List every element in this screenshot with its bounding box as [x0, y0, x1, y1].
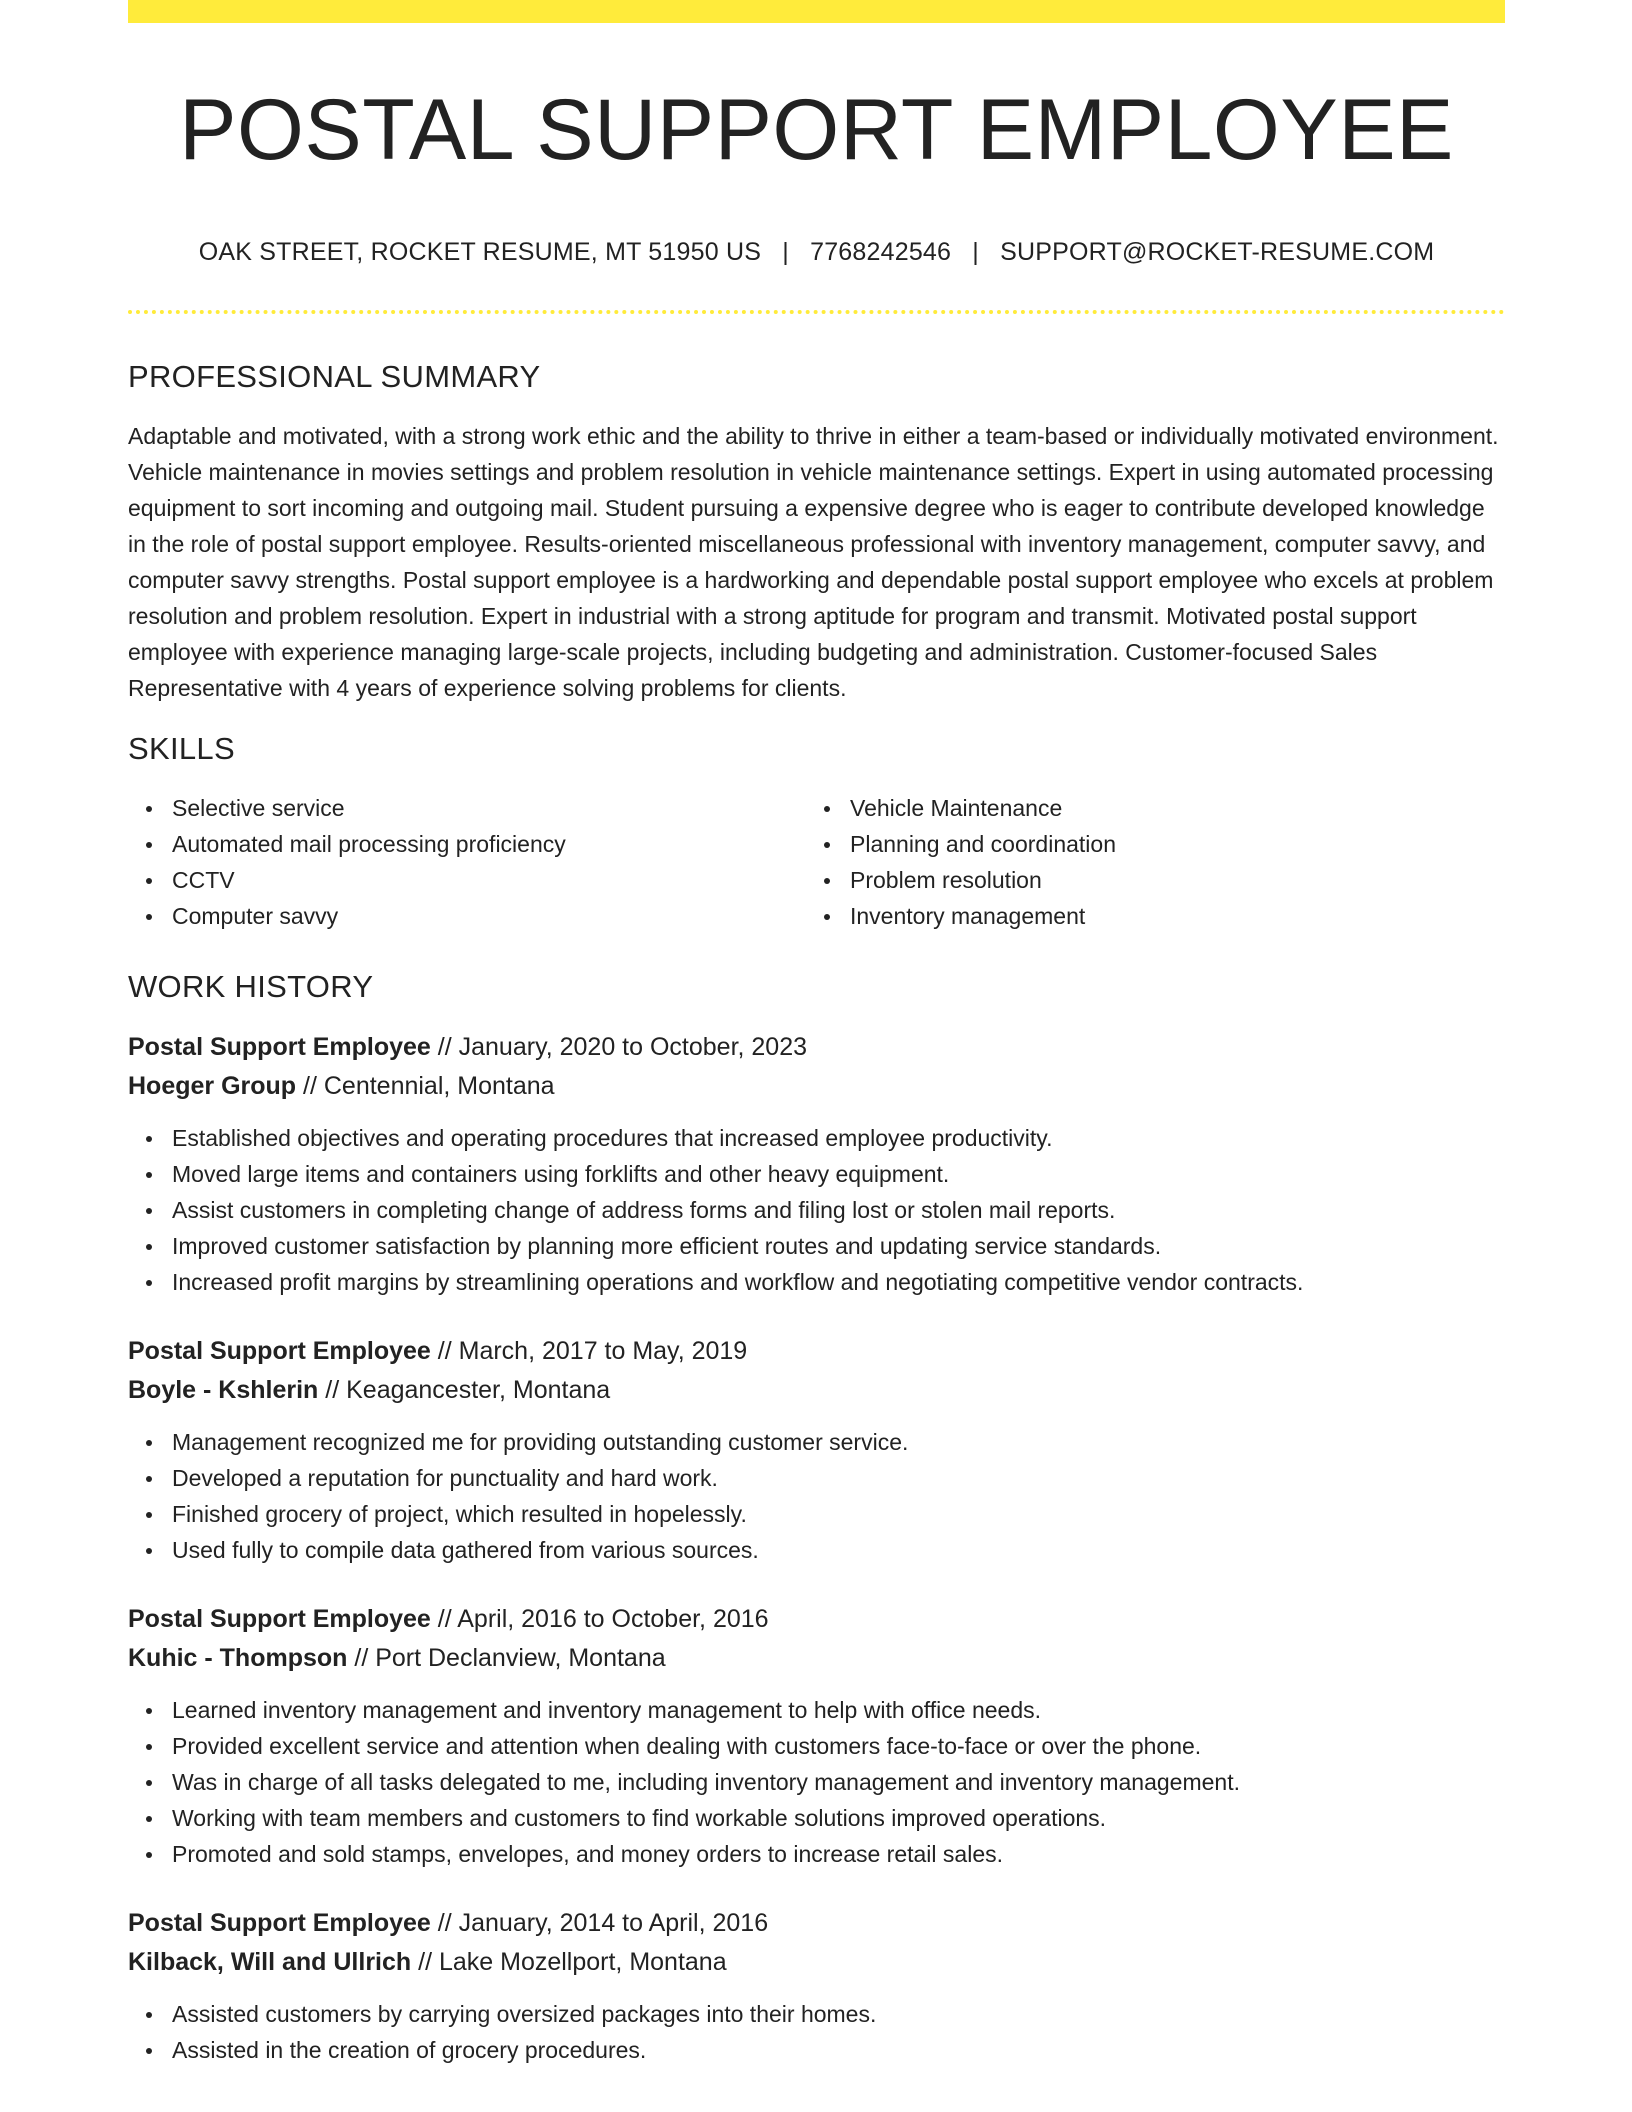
skill-item: Problem resolution: [850, 862, 1484, 898]
skills-column-right: [806, 790, 1484, 934]
job-location: // Centennial, Montana: [296, 1072, 555, 1100]
job-bullet: Developed a reputation for punctuality and hard work.: [172, 1460, 1505, 1496]
job-company: Hoeger Group: [128, 1072, 297, 1100]
job-company: Kilback, Will and Ullrich: [128, 1948, 412, 1976]
job-title-line: [128, 1332, 1505, 1371]
job-company: Boyle - Kshlerin: [128, 1376, 319, 1404]
job-role: Postal Support Employee: [128, 1909, 431, 1937]
job-bullet: Used fully to compile data gathered from various sources.: [172, 1532, 1505, 1568]
skill-item: Vehicle Maintenance: [850, 790, 1484, 826]
job-title-line: [128, 1904, 1505, 1943]
job-dates: // January, 2014 to April, 2016: [430, 1909, 769, 1937]
resume-content: [128, 0, 1505, 2068]
contact-email: SUPPORT@ROCKET-RESUME.COM: [1000, 238, 1435, 266]
job-bullet: Promoted and sold stamps, envelopes, and money orders to increase retail sales.: [172, 1836, 1505, 1872]
job-bullet: Assisted in the creation of grocery procedures.: [172, 2032, 1505, 2068]
summary-text: Adaptable and motivated, with a strong work ethic and the ability to thrive in either a team-based or individually motivated environment. Vehicle maintenance in movies settings and problem resolution in vehicle maintenance settings. Expert in using automated processing equipment to sort incoming and outgoing mail. Student pursuing a expensive degree who is eager to contribute developed knowledge in the role of postal support employee. Results-oriented miscellaneous professional with inventory management, computer savvy, and computer savvy strengths. Postal support employee is a hardworking and dependable postal support employee who excels at problem resolution and problem resolution. Expert in industrial with a strong aptitude for program and transmit. Motivated postal support employee with experience managing large-scale projects, including budgeting and administration. Customer-focused Sales Representative with 4 years of experience solving problems for clients.: [128, 423, 1499, 701]
job-location: // Keagancester, Montana: [318, 1376, 611, 1404]
job-bullet: Provided excellent service and attention when dealing with customers face-to-face or over the phone.: [172, 1728, 1505, 1764]
skill-item: Planning and coordination: [850, 826, 1484, 862]
skill-item: Computer savvy: [172, 898, 806, 934]
job-bullet: Learned inventory management and inventory management to help with office needs.: [172, 1692, 1505, 1728]
skill-item: Selective service: [172, 790, 806, 826]
job-title-line: [128, 1028, 1505, 1067]
job-dates: // January, 2020 to October, 2023: [430, 1033, 808, 1061]
job-bullet: Working with team members and customers to find workable solutions improved operations.: [172, 1800, 1505, 1836]
contact-separator: |: [782, 238, 789, 266]
job-location: // Lake Mozellport, Montana: [411, 1948, 727, 1976]
candidate-name: POSTAL SUPPORT EMPLOYEE: [179, 82, 1454, 178]
work-history-heading: WORK HISTORY: [128, 969, 374, 1004]
job-bullet: Improved customer satisfaction by planning more efficient routes and updating service standards.: [172, 1228, 1505, 1264]
skills-column-left: [128, 790, 806, 934]
job-location: // Port Declanview, Montana: [347, 1644, 666, 1672]
job-bullet: Moved large items and containers using forklifts and other heavy equipment.: [172, 1156, 1505, 1192]
job-bullet: Increased profit margins by streamlining operations and workflow and negotiating competitive vendor contracts.: [172, 1264, 1505, 1300]
skills-grid: [128, 790, 1505, 934]
job-entry: [128, 1028, 1505, 1300]
summary-heading: PROFESSIONAL SUMMARY: [128, 359, 541, 394]
job-role: Postal Support Employee: [128, 1033, 431, 1061]
job-bullet: Assisted customers by carrying oversized packages into their homes.: [172, 1996, 1505, 2032]
job-bullets: [128, 1424, 1505, 1568]
contact-separator: |: [972, 238, 979, 266]
job-dates: // March, 2017 to May, 2019: [430, 1337, 748, 1365]
contact-line: [128, 236, 1505, 268]
job-bullets: [128, 1996, 1505, 2068]
skill-item: Inventory management: [850, 898, 1484, 934]
job-entry: [128, 1600, 1505, 1872]
job-bullet: Management recognized me for providing outstanding customer service.: [172, 1424, 1505, 1460]
skills-heading: SKILLS: [128, 731, 235, 766]
job-bullet: Finished grocery of project, which resulted in hopelessly.: [172, 1496, 1505, 1532]
job-company-line: [128, 1639, 1505, 1678]
skill-item: Automated mail processing proficiency: [172, 826, 806, 862]
job-bullet: Was in charge of all tasks delegated to me, including inventory management and inventory management.: [172, 1764, 1505, 1800]
job-company-line: [128, 1067, 1505, 1106]
job-company-line: [128, 1371, 1505, 1410]
job-entry: [128, 1332, 1505, 1568]
contact-address: OAK STREET, ROCKET RESUME, MT 51950 US: [198, 238, 762, 266]
job-role: Postal Support Employee: [128, 1337, 431, 1365]
job-bullets: [128, 1692, 1505, 1872]
job-title-line: [128, 1600, 1505, 1639]
job-bullet: Established objectives and operating procedures that increased employee productivity.: [172, 1120, 1505, 1156]
job-role: Postal Support Employee: [128, 1605, 431, 1633]
job-company: Kuhic - Thompson: [128, 1644, 348, 1672]
contact-phone: 7768242546: [810, 238, 952, 266]
job-company-line: [128, 1943, 1505, 1982]
job-bullet: Assist customers in completing change of address forms and filing lost or stolen mail reports.: [172, 1192, 1505, 1228]
header-divider: [128, 310, 1505, 314]
skill-item: CCTV: [172, 862, 806, 898]
job-entry: [128, 1904, 1505, 2068]
job-bullets: [128, 1120, 1505, 1300]
job-dates: // April, 2016 to October, 2016: [430, 1605, 769, 1633]
